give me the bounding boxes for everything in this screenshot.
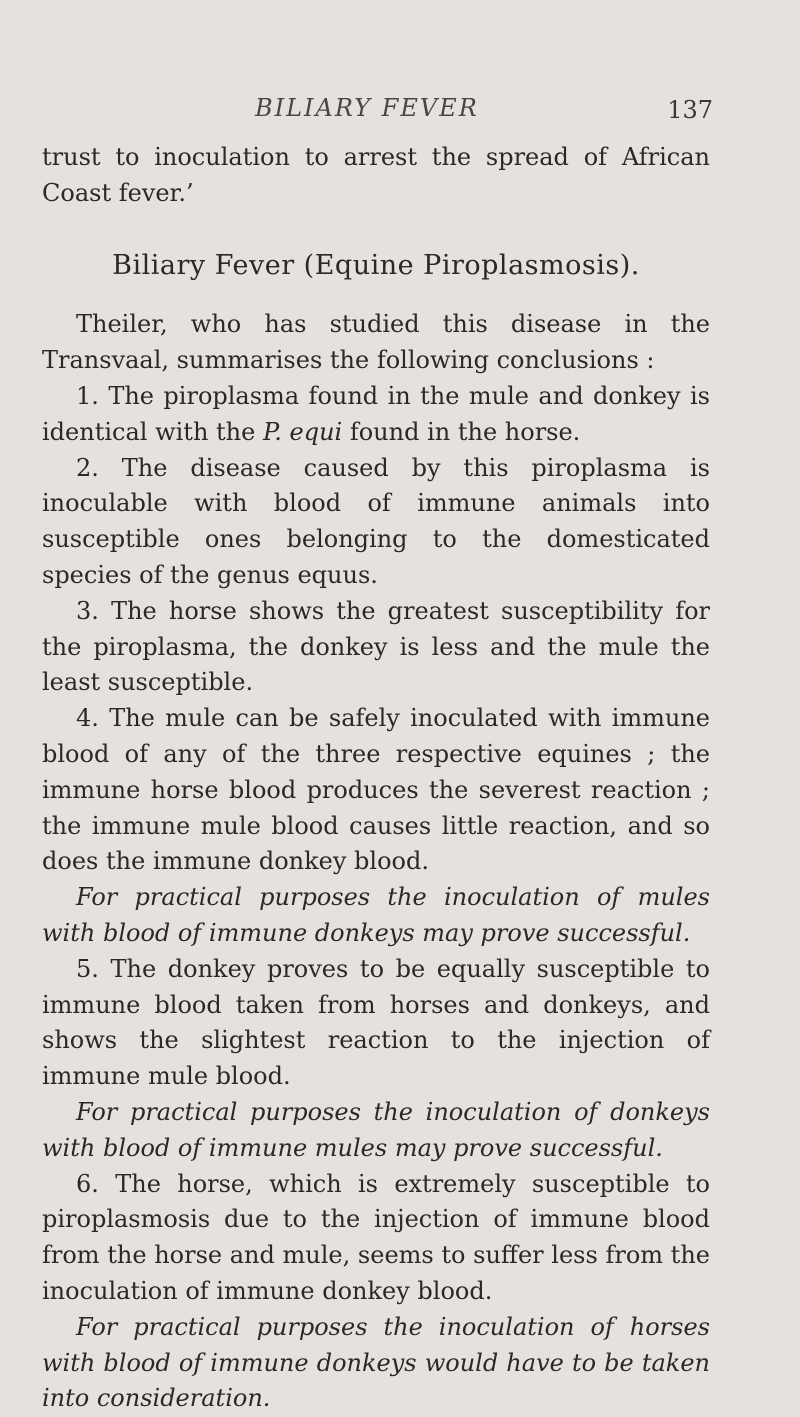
conclusion-4: 4. The mule can be safely inoculated with immune blood of any of the three respective equines ; the immune horse blood produces the severest reaction ; the immune mule blood causes little reaction, and so does the immune donkey blood. (42, 704, 710, 876)
conclusion-1 (42, 379, 710, 451)
conclusion-2: 2. The disease caused by this piroplasma is inoculable with blood of immune animals into susceptible ones belonging to the domesticated species of the genus equus. (42, 453, 710, 589)
body-text (42, 140, 710, 1417)
opening-paragraph: trust to inoculation to arrest the spread of African Coast fever.’ (42, 143, 710, 207)
section-heading: Biliary Fever (Equine Piroplasmosis). (112, 249, 640, 281)
running-title: BILIARY FEVER (255, 94, 479, 122)
conclusion-1-end: found in the horse. (342, 417, 581, 446)
practical-note-6: For practical purposes the inoculation of horses with blood of immune donkeys would have to be taken into consideration. (42, 1312, 710, 1413)
practical-note-5: For practical purposes the inoculation of donkeys with blood of immune mules may prove successful. (42, 1097, 710, 1162)
conclusion-3: 3. The horse shows the greatest susceptibility for the piroplasma, the donkey is less and the mule the least susceptible. (42, 596, 710, 697)
page-number: 137 (667, 96, 713, 124)
conclusion-5: 5. The donkey proves to be equally susceptible to immune blood taken from horses and donkeys, and shows the slightest reaction to the injection of immune mule blood. (42, 954, 710, 1091)
conclusion-1-species: P. equi (262, 417, 343, 446)
intro-paragraph: Theiler, who has studied this disease in the Transvaal, summarises the following conclusions : (42, 310, 710, 375)
practical-note-4: For practical purposes the inoculation of mules with blood of immune donkeys may prove successful. (42, 883, 710, 947)
running-head (40, 94, 713, 134)
conclusion-6: 6. The horse, which is extremely susceptible to piroplasmosis due to the injection of immune blood from the horse and mule, seems to suffer less from the inoculation of immune donkey blood. (42, 1169, 710, 1305)
conclusion-1-start: 1. The piroplasma found in the mule and donkey is identical with the (42, 381, 710, 446)
